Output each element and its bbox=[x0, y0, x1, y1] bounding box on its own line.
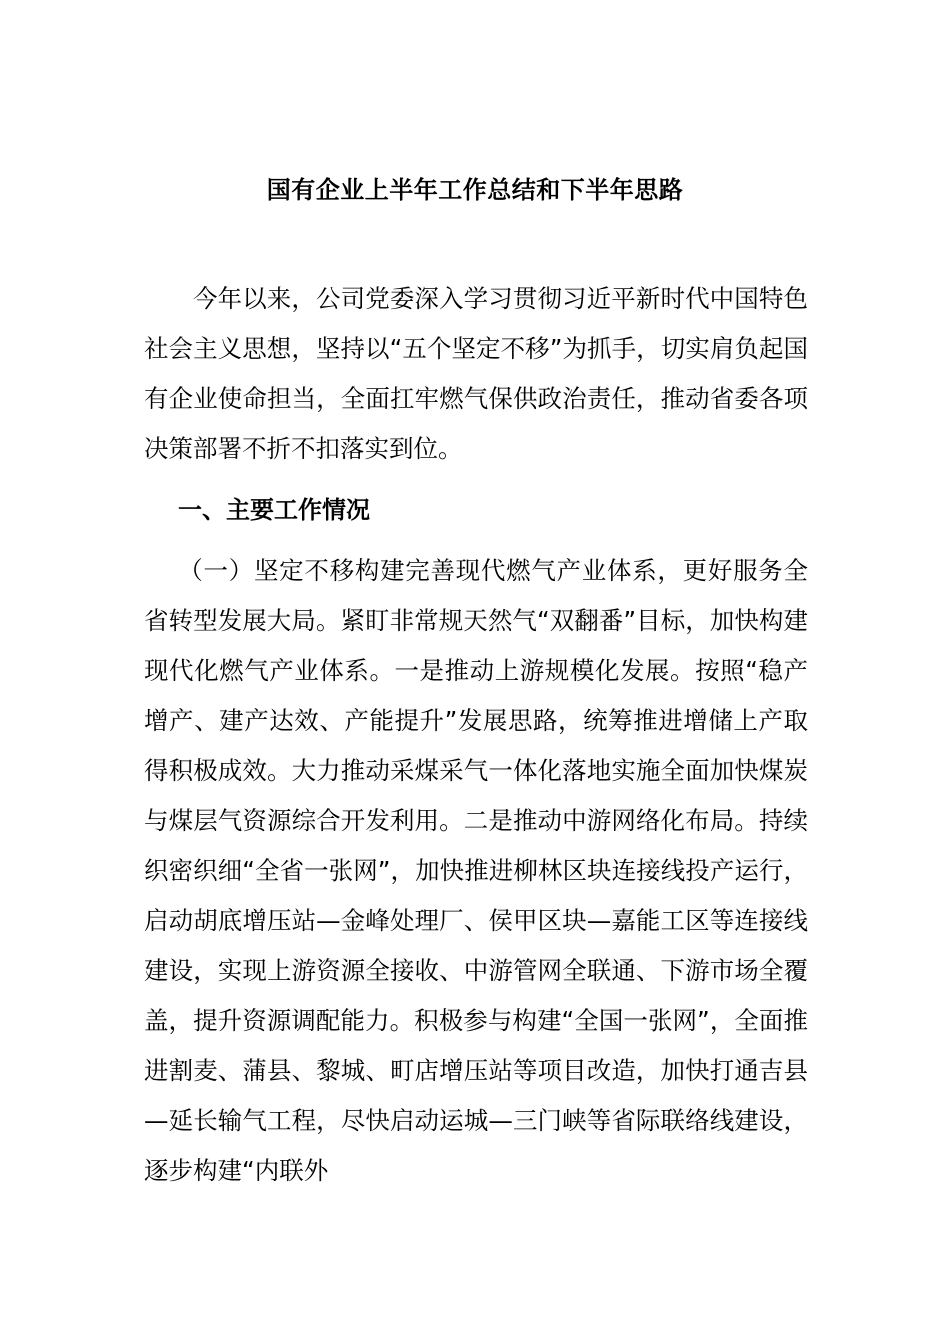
intro-paragraph: 今年以来，公司党委深入学习贯彻习近平新时代中国特色社会主义思想，坚持以“五个坚定不移”为抓手，切实肩负起国有企业使命担当，全面扛牢燃气保供政治责任，推动省委各项决策部署不折不扣落实到位。 bbox=[144, 284, 808, 463]
document-title: 国有企业上半年工作总结和下半年思路 bbox=[266, 176, 684, 205]
section-heading: 一、主要工作情况 bbox=[178, 496, 370, 524]
section-paragraph: （一）坚定不移构建完善现代燃气产业体系，更好服务全省转型发展大局。紧盯非常规天然气“双翻番”目标，加快构建现代化燃气产业体系。一是推动上游规模化发展。按照“稳产增产、建产达效、产能提升”发展思路，统筹推进增储上产取得积极成效。大力推动采煤采气一体化落地实施全面加快煤炭与煤层气资源综合开发利用。二是推动中游网络化布局。持续织密织细“全省一张网”，加快推进柳林区块连接线投产运行，启动胡底增压站—金峰处理厂、侯甲区块—嘉能工区等连接线建设，实现上游资源全接收、中游管网全联通、下游市场全覆盖，提升资源调配能力。积极参与构建“全国一张网”，全面推进割麦、蒲县、黎城、町店增压站等项目改造，加快打通吉县—延长输气工程，尽快启动运城—三门峡等省际联络线建设，逐步构建“内联外 bbox=[144, 556, 808, 1185]
